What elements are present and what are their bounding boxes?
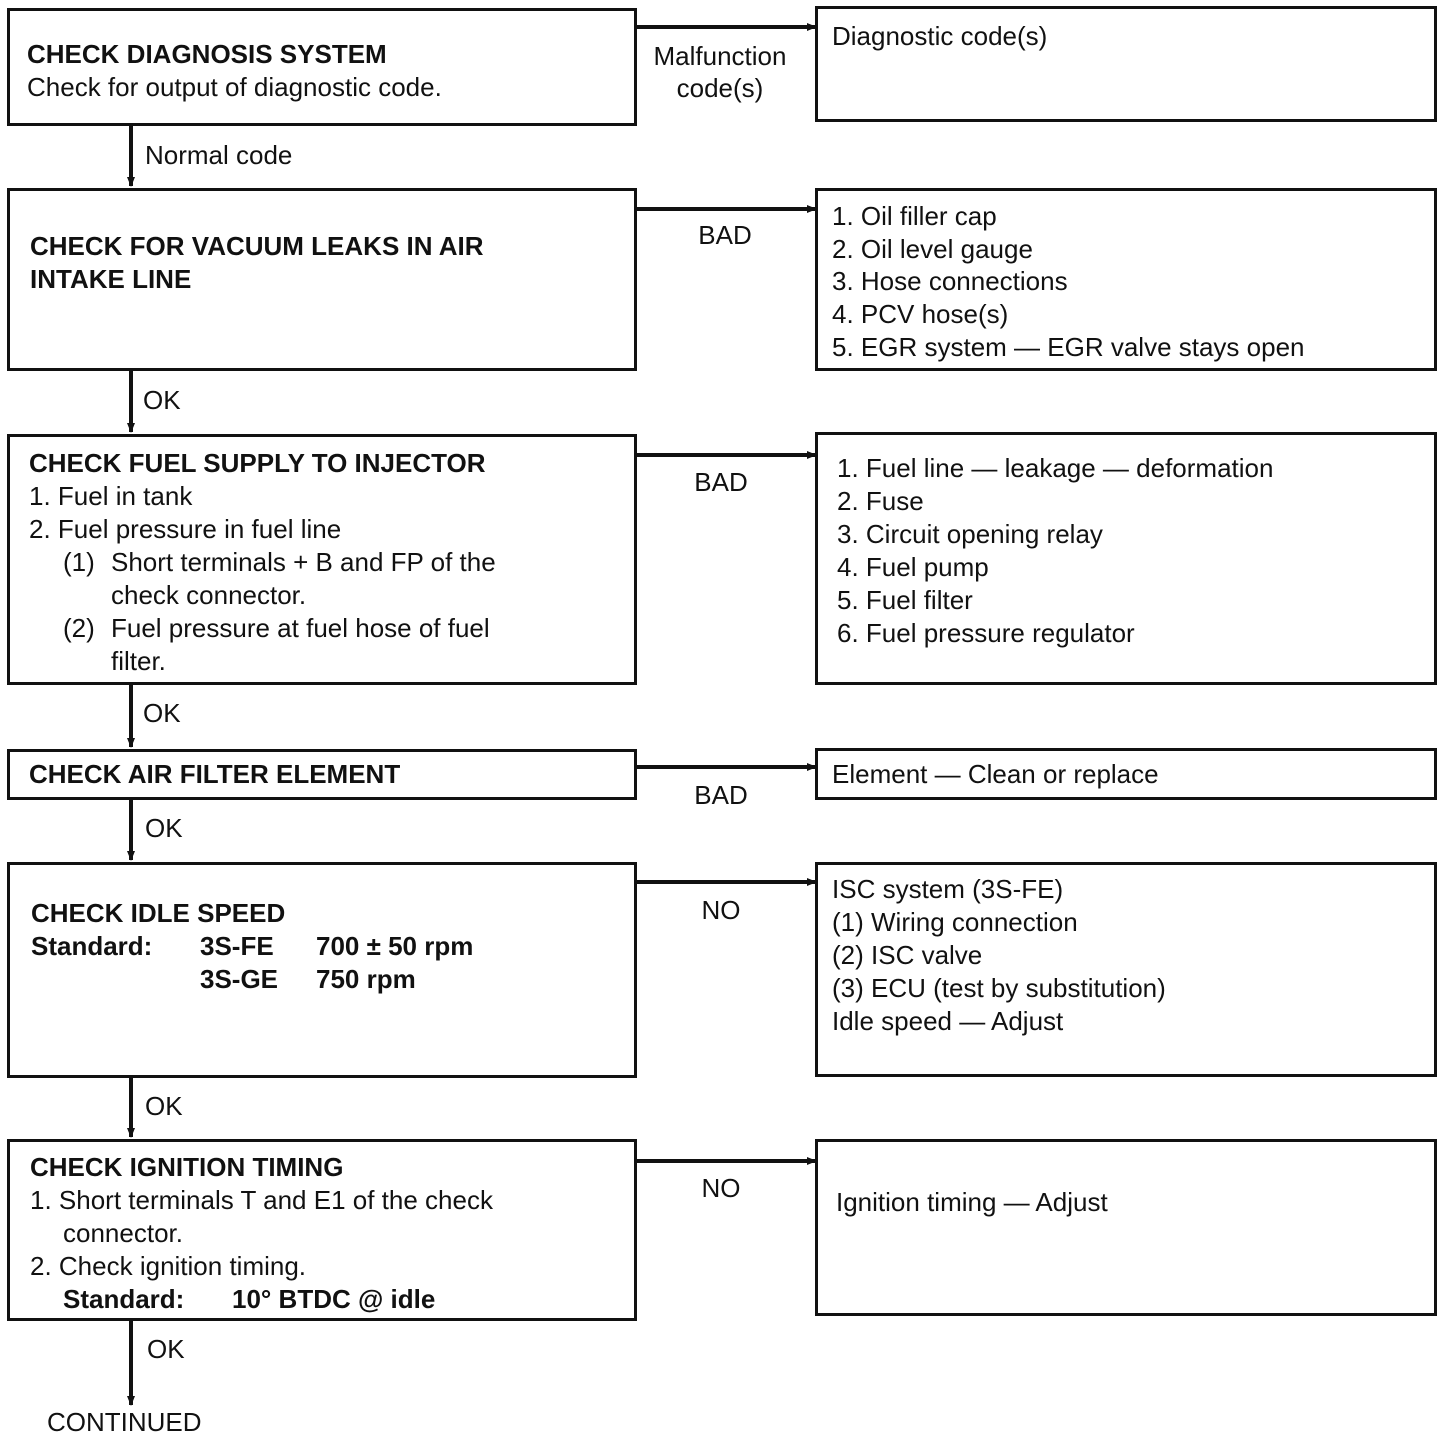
check-diagnosis-title: CHECK DIAGNOSIS SYSTEM [27,39,387,69]
check-fuel-sub1-num: (1) [63,547,95,577]
label-bad: BAD [698,220,752,250]
result-idle-item: (2) ISC valve [832,940,983,970]
check-ignition-title: CHECK IGNITION TIMING [30,1152,344,1182]
check-ignition-item1-line2: connector. [63,1218,183,1248]
result-idle-item: ISC system (3S-FE) [832,874,1064,904]
label-bad: BAD [694,467,748,497]
result-ignition-text: Ignition timing — Adjust [836,1187,1108,1217]
result-diagnostic-text: Diagnostic code(s) [832,21,1048,51]
check-idle-row2-engine: 3S-GE [200,964,279,994]
check-diagnosis-box [7,8,637,126]
label-continued: CONTINUED [47,1407,202,1437]
result-idle-item: (1) Wiring connection [832,907,1078,937]
check-idle-title: CHECK IDLE SPEED [31,898,286,928]
check-fuel-sub1-line2: check connector. [111,580,307,610]
result-vacuum-item: 4. PCV hose(s) [832,299,1009,329]
check-air-filter-box [7,749,637,800]
check-idle-row2-value: 750 rpm [316,964,416,994]
result-vacuum-item: 5. EGR system — EGR valve stays open [832,332,1305,362]
result-fuel-item: 5. Fuel filter [837,585,973,615]
check-idle-row1-value: 700 ± 50 rpm [316,931,474,961]
label-bad: BAD [694,780,748,810]
result-idle-item: Idle speed — Adjust [832,1006,1064,1036]
check-vacuum-title-line1: CHECK FOR VACUUM LEAKS IN AIR [30,231,484,261]
check-fuel-box [7,434,637,685]
label-ok: OK [147,1334,185,1364]
check-ignition-item1-line1: 1. Short terminals T and E1 of the check [30,1185,493,1215]
label-ok: OK [145,1091,183,1121]
label-ok: OK [145,813,183,843]
result-air-filter-text: Element — Clean or replace [832,759,1159,789]
label-normal-code: Normal code [145,140,293,170]
check-ignition-standard-label: Standard: [63,1284,185,1314]
result-fuel-box [815,432,1437,685]
result-ignition-box [815,1139,1437,1316]
label-ok: OK [143,698,181,728]
check-fuel-sub1-line1: Short terminals + B and FP of the [111,547,496,577]
check-air-filter-title: CHECK AIR FILTER ELEMENT [29,759,401,789]
check-fuel-title: CHECK FUEL SUPPLY TO INJECTOR [29,448,486,478]
check-fuel-item1: 1. Fuel in tank [29,481,193,511]
check-ignition-box [7,1139,637,1321]
result-fuel-item: 6. Fuel pressure regulator [837,618,1135,648]
label-no: NO [701,895,741,925]
check-idle-box [7,862,637,1078]
check-vacuum-box [7,188,637,371]
result-vacuum-item: 1. Oil filler cap [832,201,997,231]
result-idle-item: (3) ECU (test by substitution) [832,973,1166,1003]
label-malfunction-line2: code(s) [676,73,764,103]
result-diagnostic-box [815,6,1437,122]
check-fuel-sub2-num: (2) [63,613,95,643]
result-fuel-item: 1. Fuel line — leakage — deformation [837,453,1274,483]
check-fuel-item2: 2. Fuel pressure in fuel line [29,514,342,544]
label-ok: OK [143,385,181,415]
result-vacuum-box [815,188,1437,371]
result-vacuum-item: 3. Hose connections [832,266,1068,296]
label-no: NO [701,1173,741,1203]
result-fuel-item: 4. Fuel pump [837,552,989,582]
result-air-filter-box [815,748,1437,800]
result-fuel-item: 2. Fuse [837,486,924,516]
result-idle-box [815,862,1437,1077]
check-ignition-standard-value: 10° BTDC @ idle [232,1284,436,1314]
check-fuel-sub2-line2: filter. [111,646,166,676]
check-idle-row1-engine: 3S-FE [200,931,274,961]
check-fuel-sub2-line1: Fuel pressure at fuel hose of fuel [111,613,490,643]
check-diagnosis-body: Check for output of diagnostic code. [27,72,442,102]
label-malfunction-line1: Malfunction [653,41,787,71]
check-idle-standard-label: Standard: [31,931,153,961]
check-ignition-item2: 2. Check ignition timing. [30,1251,307,1281]
result-fuel-item: 3. Circuit opening relay [837,519,1103,549]
check-vacuum-title-line2: INTAKE LINE [30,264,192,294]
result-vacuum-item: 2. Oil level gauge [832,234,1033,264]
